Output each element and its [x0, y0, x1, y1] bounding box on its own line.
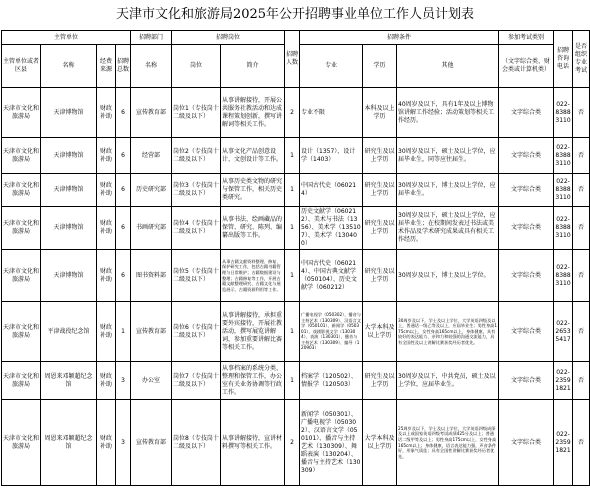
cell-supervisor: 天津市文化和旅游局	[2, 88, 41, 138]
cell-education: 研究生及以上学历	[363, 362, 397, 400]
cell-other: 30周岁及以下，博士及以上学位。	[397, 250, 499, 302]
cell-department: 办公室	[131, 362, 172, 400]
cell-department: 经营部	[131, 138, 172, 174]
cell-other: 30周岁及以下，博士及以上学位，应届毕业生。	[397, 174, 499, 207]
cell-exam-type: 文字综合类	[499, 362, 554, 400]
cell-headcount: 1	[285, 207, 300, 250]
group-professional-exam: 是否组织专业考试	[573, 31, 590, 88]
cell-phone: 022-83883110	[554, 207, 573, 250]
cell-department: 宣传教育部	[131, 400, 172, 486]
cell-post: 岗位4（专技岗十二级及以下）	[172, 207, 221, 250]
cell-brief: 从事古籍文献资料整理、修复、保护研究工作，包括古籍书籍管理与日常维护；古籍数据建设与整理；古籍修复等工作，开展古籍文献整理研究、古籍文化与展览展示、古籍资源利用等工作。	[221, 250, 285, 302]
cell-supervisor: 天津市文化和旅游局	[2, 400, 41, 486]
cell-department: 宣传教育部	[131, 302, 172, 362]
group-exam-type: 参加考试类别	[499, 31, 554, 45]
cell-supervisor: 天津市文化和旅游局	[2, 302, 41, 362]
cell-phone: 022-83883110	[554, 138, 573, 174]
cell-major: 设计（1357）、设计学（1403）	[300, 138, 363, 174]
cell-phone: 022-26535417	[554, 302, 573, 362]
cell-other: 40周岁及以下，具有1年及以上博物馆讲解工作经验；活动策划等相关工作经历。	[397, 88, 499, 138]
cell-name: 天津博物馆	[41, 174, 97, 207]
recruitment-table	[1, 30, 590, 486]
cell-other: 30周岁及以下，硕士及以上学位，应届毕业生；在校期间发表过书法或美术作品及学术研究成果或具有相关工作经历。	[397, 207, 499, 250]
cell-professional-exam: 否	[573, 174, 590, 207]
cell-headcount: 2	[285, 400, 300, 486]
cell-total: 6	[116, 88, 131, 138]
cell-total: 6	[116, 138, 131, 174]
table-row	[2, 400, 590, 486]
cell-name: 天津博物馆	[41, 207, 97, 250]
cell-major: 广播电视学（050302）、播音与主持艺术（130309）、汉语言文学（050101）、新闻学（050301）、戏剧影视文学（130304）、表演（130301）、播音与主持艺术（130309）、编导（120903）	[300, 302, 363, 362]
cell-brief: 从事讲解接待，宣讲材料撰写等相关工作。	[221, 400, 285, 486]
cell-education: 研究生及以上学历	[363, 207, 397, 250]
cell-post: 岗位8（专技岗十二级及以下）	[172, 400, 221, 486]
cell-phone: 022-23591821	[554, 400, 573, 486]
table-row	[2, 302, 590, 362]
cell-post: 岗位3（专技岗十二级及以下）	[172, 174, 221, 207]
cell-department: 历史研究部	[131, 174, 172, 207]
cell-exam-type: 文字综合类	[499, 400, 554, 486]
cell-exam-type: 文字综合类	[499, 174, 554, 207]
cell-professional-exam: 否	[573, 250, 590, 302]
cell-post: 岗位1（专技岗十二级及以下）	[172, 88, 221, 138]
col-total: 招聘总数	[116, 45, 131, 88]
table-row	[2, 207, 590, 250]
col-brief: 简介	[221, 45, 285, 88]
col-education: 学历	[363, 45, 397, 88]
header-group-row	[2, 31, 590, 45]
cell-name: 天津博物馆	[41, 88, 97, 138]
cell-total: 3	[116, 400, 131, 486]
cell-funding: 财政补助	[97, 302, 116, 362]
cell-education: 研究生及以上学历	[363, 250, 397, 302]
cell-total: 6	[116, 250, 131, 302]
table-row	[2, 138, 590, 174]
group-phone: 招聘咨询电话	[554, 31, 573, 88]
cell-professional-exam: 否	[573, 400, 590, 486]
cell-post: 岗位2（专技岗十二级及以下）	[172, 138, 221, 174]
group-position: 招聘岗位	[172, 31, 285, 45]
cell-exam-type: 文字综合类	[499, 250, 554, 302]
cell-name: 天津博物馆	[41, 250, 97, 302]
cell-department: 书画研究部	[131, 207, 172, 250]
cell-other: 30周岁及以下，中共党员，硕士及以上学位，应届毕业生。	[397, 362, 499, 400]
cell-other: 30周岁及以下，硕士及以上学位，应届毕业生，同等应往届生。	[397, 138, 499, 174]
cell-headcount: 1	[285, 302, 300, 362]
cell-major: 历史文献学（060212）、美术与书法（1356）、美术学（135107）、美术学（130400）	[300, 207, 363, 250]
cell-phone: 022-23591821	[554, 362, 573, 400]
group-conditions: 招聘条件	[300, 31, 499, 45]
cell-major: 新闻学（050301）、广播电视学（050302）、汉语言文学（050101）、播音与主持艺术（130309）、舞蹈表演（130204）、播音与主持艺术（130309）	[300, 400, 363, 486]
cell-funding: 财政补助	[97, 88, 116, 138]
cell-phone: 022-83883110	[554, 88, 573, 138]
group-headcount: 招聘人数	[285, 31, 300, 88]
cell-post: 岗位5（专技岗十二级及以下）	[172, 250, 221, 302]
col-major: 专业	[300, 45, 363, 88]
cell-professional-exam: 否	[573, 302, 590, 362]
cell-education: 本科及以上学历	[363, 88, 397, 138]
cell-education: 研究生及以上学历	[363, 174, 397, 207]
cell-total: 1	[116, 302, 131, 362]
cell-department: 宣传教育部	[131, 88, 172, 138]
cell-funding: 财政补助	[97, 400, 116, 486]
cell-brief: 从事历史类文物的研究与保管工作，相关历史类研究。	[221, 174, 285, 207]
cell-funding: 财政补助	[97, 250, 116, 302]
cell-professional-exam: 否	[573, 207, 590, 250]
cell-post: 岗位7（专技岗十二级及以下）	[172, 362, 221, 400]
cell-major: 档案学（120502）、情报学（120503）	[300, 362, 363, 400]
cell-brief: 从事档案的系统分类、整理和保管工作，办公室有关业务协调等行政工作。	[221, 362, 285, 400]
cell-headcount: 1	[285, 174, 300, 207]
group-supervisor: 主管单位	[2, 31, 131, 45]
col-department: 名称	[131, 45, 172, 88]
cell-brief: 从事讲解接待，承担重要外宾接待，开展社教活动，撰写展览讲解词，参加重要讲解比赛等相关工作。	[221, 302, 285, 362]
cell-education: 大学本科及以上学历	[363, 302, 397, 362]
cell-phone: 022-83883110	[554, 174, 573, 207]
cell-supervisor: 天津市文化和旅游局	[2, 207, 41, 250]
cell-headcount: 1	[285, 250, 300, 302]
cell-name: 周恩来邓颖超纪念馆	[41, 362, 97, 400]
cell-major: 中国古代史（060214）、中国古典文献学（050104）、历史文献学（060212）	[300, 250, 363, 302]
cell-supervisor: 天津市文化和旅游局	[2, 138, 41, 174]
col-funding: 经费来源	[97, 45, 116, 88]
cell-supervisor: 天津市文化和旅游局	[2, 174, 41, 207]
cell-major: 专业不限	[300, 88, 363, 138]
col-post: 岗位	[172, 45, 221, 88]
col-other: 其他	[397, 45, 499, 88]
cell-professional-exam: 否	[573, 138, 590, 174]
cell-funding: 财政补助	[97, 207, 116, 250]
cell-total: 3	[116, 362, 131, 400]
cell-education: 大学本科及以上学历	[363, 400, 397, 486]
table-row	[2, 250, 590, 302]
cell-supervisor: 天津市文化和旅游局	[2, 250, 41, 302]
cell-brief: 从事书法、绘画藏品的保管、研究、陈列、编纂出版等工作。	[221, 207, 285, 250]
cell-headcount: 1	[285, 362, 300, 400]
cell-headcount: 2	[285, 88, 300, 138]
cell-education: 研究生及以上学历	[363, 138, 397, 174]
table-row	[2, 362, 590, 400]
cell-major: 中国古代史（060214）	[300, 174, 363, 207]
cell-brief: 从事讲解接待，开展公共服务社教活动和达成课程策划创新，撰写讲解词等相关工作。	[221, 88, 285, 138]
cell-department: 图书资料部	[131, 250, 172, 302]
cell-post: 岗位6（专技岗十二级及以下）	[172, 302, 221, 362]
cell-name: 平津战役纪念馆	[41, 302, 97, 362]
col-name: 名称	[41, 45, 97, 88]
cell-exam-type: 文字综合类	[499, 207, 554, 250]
cell-phone: 022-83883110	[554, 250, 573, 302]
cell-supervisor: 天津市文化和旅游局	[2, 362, 41, 400]
cell-professional-exam: 否	[573, 362, 590, 400]
cell-name: 周恩来邓颖超纪念馆	[41, 400, 97, 486]
group-department: 招聘部门	[131, 31, 172, 45]
cell-exam-type: 文字综合类	[499, 88, 554, 138]
cell-funding: 财政补助	[97, 138, 116, 174]
cell-other: 25周岁及以下，学士及以上学位，大学英语四级成绩及以上或国家英语四级考试成绩425分及以上；普通话二级甲等及以上；男性身高175cm以上，女性身高165cm以上；身体健康，语言表达能力强，声音条件好，形象气质佳；具有全国性讲解比赛获奖经历者优先。	[397, 400, 499, 486]
cell-headcount: 1	[285, 138, 300, 174]
cell-funding: 财政补助	[97, 174, 116, 207]
cell-total: 6	[116, 174, 131, 207]
cell-other: 30周岁及以下，学士及以上学位，大学英语四级及以上，普通话一级乙等及以上，应届毕业生；男性身高175cm以上，女性身高165cm以上，身体健康，具有较好的表达能力、亲和力和较强的沟通交流能力，具有全国性及以上讲解比赛获奖经历者优先。	[397, 302, 499, 362]
cell-brief: 从事文化产品创意设计、文创设计等工作。	[221, 138, 285, 174]
cell-professional-exam: 否	[573, 88, 590, 138]
cell-exam-type: 文字综合类	[499, 302, 554, 362]
cell-total: 6	[116, 207, 131, 250]
table-row	[2, 88, 590, 138]
cell-funding: 财政补助	[97, 362, 116, 400]
cell-name: 天津博物馆	[41, 138, 97, 174]
cell-exam-type: 文字综合类	[499, 138, 554, 174]
col-exam-type: （文字综合类、财会类或计算机类）	[499, 45, 554, 88]
col-supervisor: 主管单位或者区县	[2, 45, 41, 88]
table-row	[2, 174, 590, 207]
page-title: 天津市文化和旅游局2025年公开招聘事业单位工作人员计划表	[115, 7, 475, 22]
